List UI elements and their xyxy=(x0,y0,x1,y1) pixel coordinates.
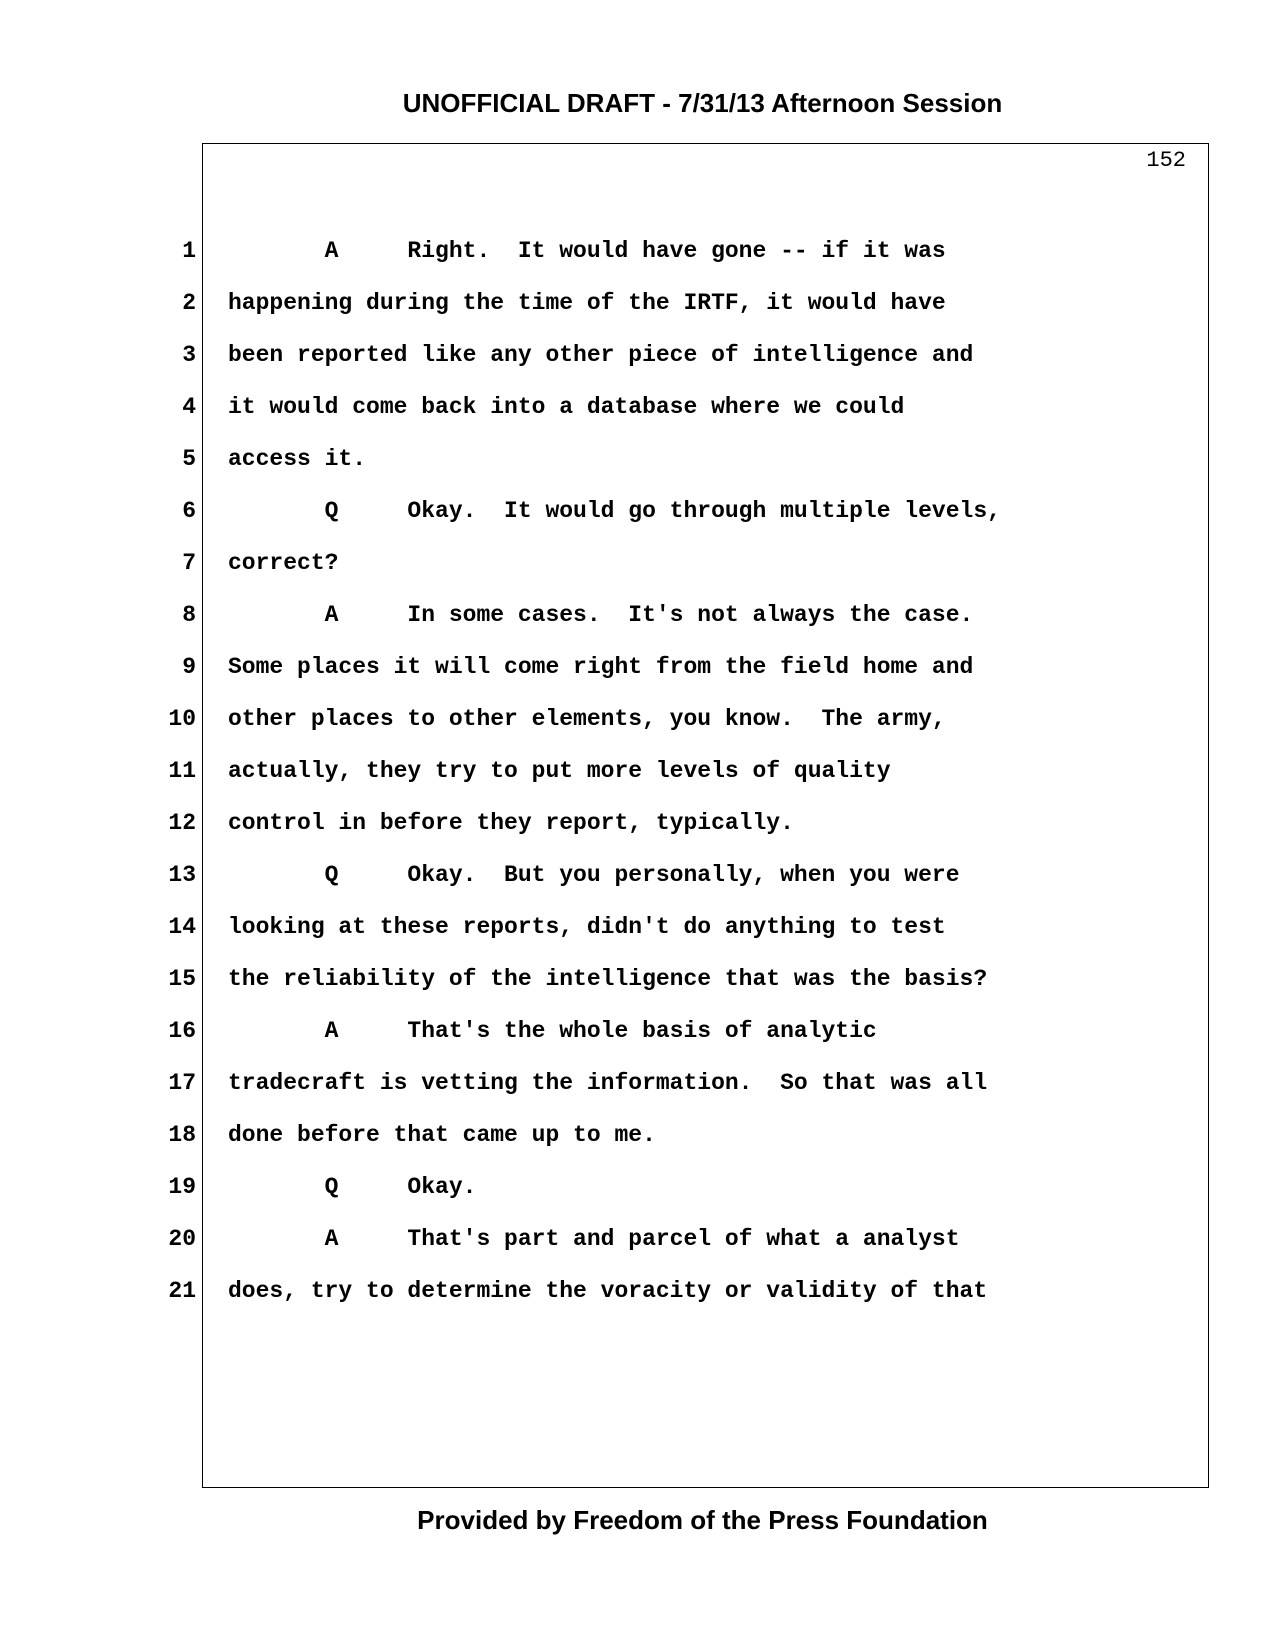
line-number: 17 xyxy=(168,1070,196,1096)
line-text: happening during the time of the IRTF, it would have xyxy=(228,290,946,316)
line-number: 4 xyxy=(182,394,196,420)
line-text: looking at these reports, didn't do anything to test xyxy=(228,914,946,940)
line-number: 13 xyxy=(168,862,196,888)
document-header-title: UNOFFICIAL DRAFT - 7/31/13 Afternoon Session xyxy=(402,88,1003,118)
line-text: A In some cases. It's not always the case. xyxy=(228,602,974,628)
line-text: other places to other elements, you know. The army, xyxy=(228,706,946,732)
line-text: control in before they report, typically. xyxy=(228,810,794,836)
line-number: 10 xyxy=(168,706,196,732)
line-number: 8 xyxy=(182,602,196,628)
page-number: 152 xyxy=(1146,148,1186,173)
line-text: Q Okay. But you personally, when you were xyxy=(228,862,960,888)
document-footer: Provided by Freedom of the Press Foundation xyxy=(417,1505,988,1535)
line-number: 18 xyxy=(168,1122,196,1148)
line-text: does, try to determine the voracity or validity of that xyxy=(228,1278,988,1304)
line-text: actually, they try to put more levels of quality xyxy=(228,758,891,784)
line-number: 21 xyxy=(168,1278,196,1304)
line-number: 9 xyxy=(182,654,196,680)
line-number: 12 xyxy=(168,810,196,836)
line-text: correct? xyxy=(228,550,339,576)
line-text: A Right. It would have gone -- if it was xyxy=(228,238,946,264)
line-text: the reliability of the intelligence that was the basis? xyxy=(228,966,988,992)
line-number: 2 xyxy=(182,290,196,316)
line-number: 3 xyxy=(182,342,196,368)
line-text: access it. xyxy=(228,446,367,472)
line-text: Q Okay. xyxy=(228,1174,477,1200)
line-text: Some places it will come right from the field home and xyxy=(228,654,974,680)
line-text: tradecraft is vetting the information. So that was all xyxy=(228,1070,988,1096)
line-number: 7 xyxy=(182,550,196,576)
line-number: 15 xyxy=(168,966,196,992)
line-text: done before that came up to me. xyxy=(228,1122,656,1148)
line-number: 5 xyxy=(182,446,196,472)
line-text: been reported like any other piece of intelligence and xyxy=(228,342,974,368)
line-number: 6 xyxy=(182,498,196,524)
line-number: 19 xyxy=(168,1174,196,1200)
line-number: 1 xyxy=(182,238,196,264)
line-text: A That's part and parcel of what a analyst xyxy=(228,1226,960,1252)
line-text: A That's the whole basis of analytic xyxy=(228,1018,877,1044)
line-number: 16 xyxy=(168,1018,196,1044)
line-text: it would come back into a database where we could xyxy=(228,394,905,420)
line-number: 11 xyxy=(168,758,196,784)
line-text: Q Okay. It would go through multiple levels, xyxy=(228,498,1001,524)
line-number: 14 xyxy=(168,914,196,940)
line-number: 20 xyxy=(168,1226,196,1252)
